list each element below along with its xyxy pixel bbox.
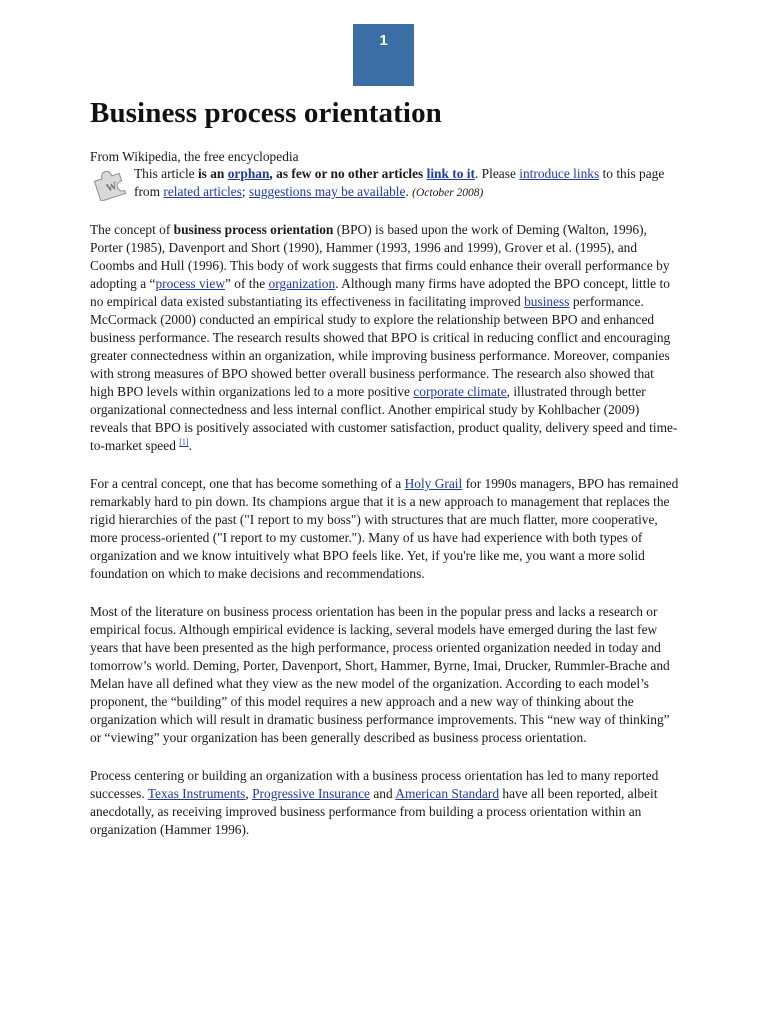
orphan-notice (90, 165, 680, 203)
para-text: Process centering or building an organization with a business process orientation has led to many reported successes. (90, 768, 659, 801)
para-text: ” of the (225, 276, 269, 291)
para-text: The concept of (90, 222, 174, 237)
para-text: have all been reported, albeit anecdotally, as receiving improved business performance from building a process orientation within an organization (Hammer 1996). (90, 786, 658, 837)
orphan-link[interactable]: orphan (227, 166, 270, 181)
page-number-badge (353, 24, 414, 86)
american-standard-link[interactable]: American Standard (395, 786, 500, 801)
puzzle-piece-icon (90, 167, 128, 201)
page-number: 1 (379, 32, 388, 49)
related-articles-link[interactable]: related articles (163, 184, 242, 199)
para-text: For a central concept, one that has become something of a (90, 476, 405, 491)
texas-instruments-link[interactable]: Texas Instruments (147, 786, 246, 801)
notice-text: ; (241, 184, 249, 199)
notice-text: This article (134, 166, 198, 181)
para-text: and (369, 786, 396, 801)
source-line: From Wikipedia, the free encyclopedia (90, 149, 299, 164)
holy-grail-link[interactable]: Holy Grail (404, 476, 463, 491)
notice-text: . Please (474, 166, 520, 181)
business-link[interactable]: business (524, 294, 570, 309)
paragraph-3 (90, 603, 680, 747)
notice-bold: is an (197, 166, 228, 181)
para-text: (BPO) is based upon the work of Deming (Walton, 1996), Porter (1985), Davenport and Short (1990), Hammer (1993, 1996 and 1999), Grover et al. (1995), and Coombs and Hull (1996). This body of work suggests that firms could enhance their overall performance by adopting a “ (90, 222, 670, 291)
process-view-link[interactable]: process view (155, 276, 225, 291)
link-to-it-link[interactable]: link to it (426, 166, 475, 181)
paragraph-1 (90, 221, 680, 455)
notice-text: . (405, 184, 413, 199)
para-bold: business process orientation (173, 222, 334, 237)
para-text: Most of the literature on business process orientation has been in the popular press and lacks a research or empirical focus. Although empirical evidence is lacking, several models have emerged during the last few years that have been presented as the high performance, process oriented organization needed in today and tomorrow’s world. Deming, Porter, Davenport, Short, Hammer, Byrne, Imai, Drucker, Rummler-Brache and Melan have all defined what they view as the new model of the organization. According to each model’s proponent, the “building” of this model requires a new approach and a new way of thinking about the organization which will result in dramatic business performance improvements. This “new way of thinking” or “viewing” your organization has been generally described as business process orientation. (90, 604, 670, 745)
notice-bold: , as few or no other articles (269, 166, 427, 181)
reference-1-link[interactable]: [1] (179, 437, 189, 447)
paragraph-2 (90, 475, 680, 583)
paragraph-4 (90, 767, 680, 839)
page-title: Business process orientation (90, 97, 442, 129)
article-content (90, 94, 680, 839)
para-text: , (245, 786, 253, 801)
progressive-insurance-link[interactable]: Progressive Insurance (252, 786, 370, 801)
svg-text:W: W (104, 179, 119, 195)
para-text: . (188, 438, 192, 453)
para-text: , illustrated through better organizational connectedness and less internal conflict. Another empirical study by Kohlbacher (2009) reveals that BPO is positively associated with customer satisfaction, product quality, delivery speed and time-to-market speed (90, 384, 678, 453)
para-text: for 1990s managers, BPO has remained remarkably hard to pin down. Its champions argue that it is a new approach to management that replaces the rigid hierarchies of the past ("I report to my boss") with structures that are much flatter, more cooperative, more process-oriented ("I report to my customer."). Many of us have had experience with both types of organization and we know intuitively what BPO feels like. Yet, if you're like me, you want a more solid foundation on which to make decisions and recommendations. (90, 476, 679, 581)
notice-date: (October 2008) (412, 187, 484, 199)
para-text: . Although many firms have adopted the BPO concept, little to no empirical data existed substantiating its effectiveness in facilitating improved (90, 276, 670, 309)
introduce-links-link[interactable]: introduce links (519, 166, 600, 181)
suggestions-link[interactable]: suggestions may be available (248, 184, 406, 199)
organization-link[interactable]: organization (268, 276, 336, 291)
para-text: performance. McCormack (2000) conducted an empirical study to explore the relationship between BPO and enhanced business performance. The research results showed that BPO is critical in reducing conflict and encouraging greater connectedness within an organization, while improving business performance. Moreover, companies with strong measures of BPO showed better overall business performance. The research also showed that high BPO levels within organizations led to a more positive (90, 294, 671, 399)
notice-text: to this page from (134, 166, 665, 199)
corporate-climate-link[interactable]: corporate climate (413, 384, 507, 399)
